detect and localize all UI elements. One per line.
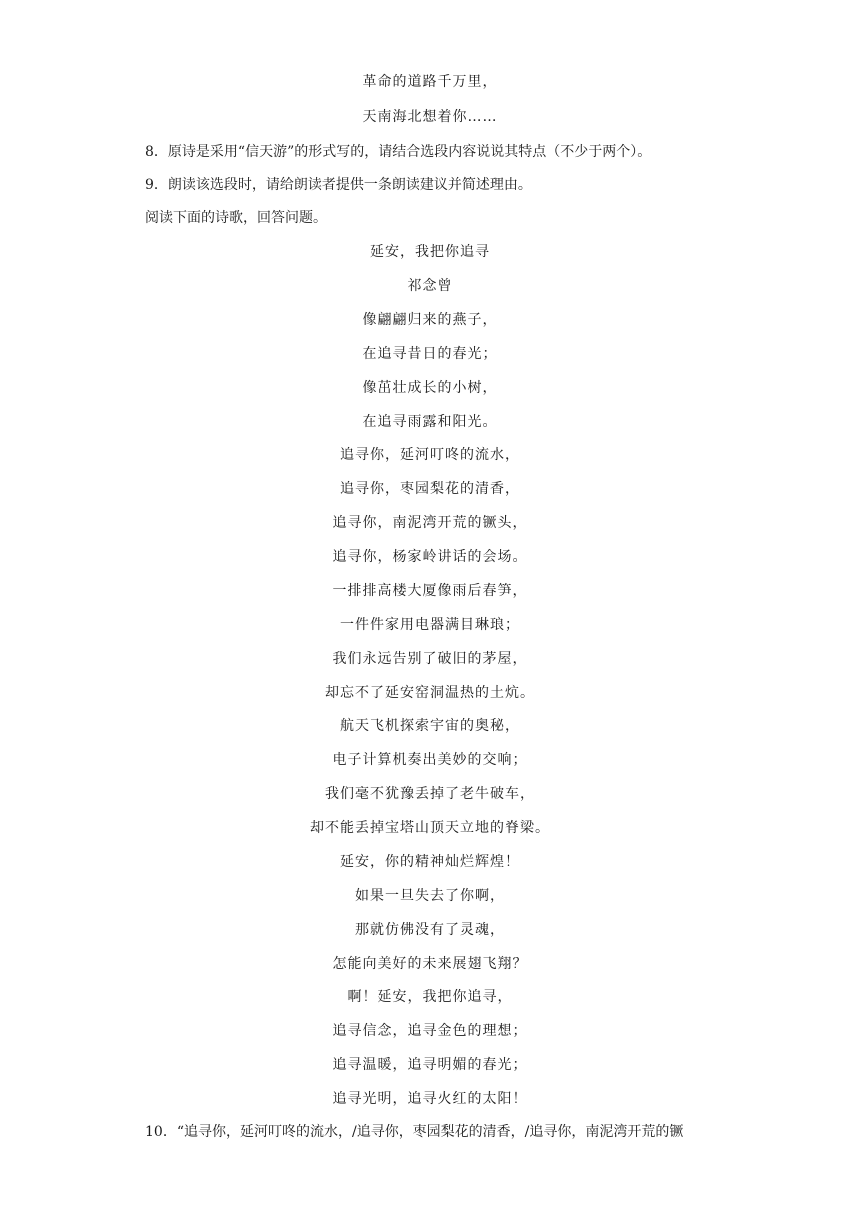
question-10: 10．“追寻你，延河叮咚的流水，/追寻你，枣园梨花的清香，/追寻你，南泥湾开荒的镢 xyxy=(145,1124,684,1140)
poem-line: 怎能向美好的未来展翅飞翔？ xyxy=(332,956,528,972)
poem-line: 追寻你，延河叮咚的流水， xyxy=(340,447,520,463)
poem-line: 追寻你，枣园梨花的清香， xyxy=(340,481,520,497)
reading-instruction: 阅读下面的诗歌，回答问题。 xyxy=(145,210,327,226)
poem-title: 延安，我把你追寻 xyxy=(370,244,490,260)
poem-line: 啊！延安，我把你追寻， xyxy=(347,989,513,1005)
poem-line: 追寻你，南泥湾开荒的镢头， xyxy=(332,515,528,531)
poem-line: 在追寻昔日的春光； xyxy=(362,346,498,362)
poem-line: 我们毫不犹豫丢掉了老牛破车， xyxy=(325,786,535,802)
poem-line: 像翩翩归来的燕子， xyxy=(362,312,498,328)
poem-line: 在追寻雨露和阳光。 xyxy=(362,414,498,430)
poem-line: 电子计算机奏出美妙的交响； xyxy=(332,752,528,768)
poem-line: 航天飞机探索宇宙的奥秘， xyxy=(340,718,520,734)
poem-line: 一排排高楼大厦像雨后春笋， xyxy=(332,583,528,599)
poem-line: 像茁壮成长的小树， xyxy=(362,380,498,396)
poem-line: 一件件家用电器满目琳琅； xyxy=(340,617,520,633)
prev-poem-line: 天南海北想着你…… xyxy=(362,109,498,125)
poem-line: 追寻信念，追寻金色的理想； xyxy=(332,1023,528,1039)
poem-line: 如果一旦失去了你啊， xyxy=(355,888,505,904)
question-8: 8．原诗是采用“信天游”的形式写的，请结合选段内容说说其特点（不少于两个）。 xyxy=(145,144,652,160)
poem-line: 追寻你，杨家岭讲话的会场。 xyxy=(332,549,528,565)
question-9: 9．朗读该选段时，请给朗读者提供一条朗读建议并简述理由。 xyxy=(145,177,532,193)
poem-line: 追寻温暖，追寻明媚的春光； xyxy=(332,1057,528,1073)
poem-line: 却忘不了延安窑洞温热的土炕。 xyxy=(325,685,535,701)
poem-line: 我们永远告别了破旧的茅屋， xyxy=(332,651,528,667)
prev-poem-line: 革命的道路千万里， xyxy=(362,74,498,90)
poem-line: 却不能丢掉宝塔山顶天立地的脊梁。 xyxy=(310,820,550,836)
poem-author: 祁念曾 xyxy=(407,278,453,294)
poem-line: 那就仿佛没有了灵魂， xyxy=(355,922,505,938)
poem-line: 追寻光明，追寻火红的太阳！ xyxy=(332,1091,528,1107)
poem-line: 延安，你的精神灿烂辉煌！ xyxy=(340,854,520,870)
